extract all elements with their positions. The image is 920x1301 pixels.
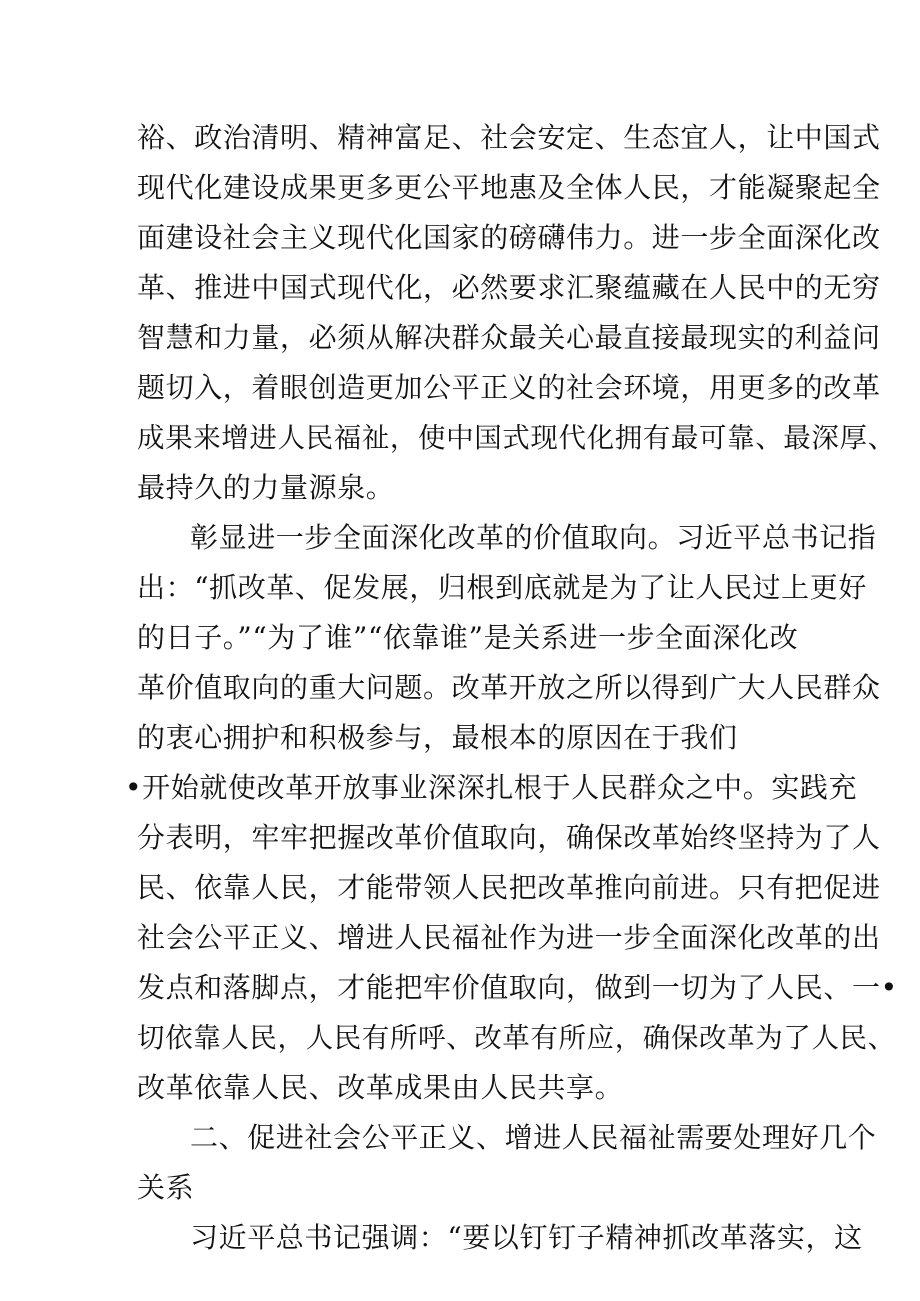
text-line: 的日子。”“为了谁”“依靠谁”是关系进一步全面深化改 [137,621,799,654]
text-line: 革价值取向的重大问题。改革开放之所以得到广大人民群众 [137,671,881,704]
paragraph-start-line: 习近平总书记强调：“要以钉钉子精神抓改革落实，这 [190,1221,863,1254]
text-line: 社会公平正义、增进人民福祉作为进一步全面深化改革的出 [137,921,881,954]
text-line: 发点和落脚点，才能把牢价值取向，做到一切为了人民、一• [137,971,898,1004]
text-line: 的衷心拥护和积极参与，最根本的原因在于我们 [137,721,738,754]
text-line: 智慧和力量，必须从解决群众最关心最直接最现实的利益问 [137,321,881,354]
text-line: 改革依靠人民、改革成果由人民共享。 [137,1071,624,1104]
text-line: 革、推进中国式现代化，必然要求汇聚蕴藏在人民中的无穷 [137,271,881,304]
text-line: 现代化建设成果更多更公平地惠及全体人民，才能凝聚起全 [137,171,881,204]
text-line: 裕、政治清明、精神富足、社会安定、生态宜人，让中国式 [137,121,881,154]
text-line: 切依靠人民，人民有所呼、改革有所应，确保改革为了人民、 [137,1022,896,1054]
text-line: 最持久的力量源泉。 [137,471,395,504]
paragraph-start-line: 彰显进一步全面深化改革的价值取向。习近平总书记指 [190,521,877,554]
section-heading-line: 二、促进社会公平正义、增进人民福祉需要处理好几个 [190,1121,877,1154]
text-line: 成果来增进人民福祉，使中国式现代化拥有最可靠、最深厚、 [137,422,896,454]
text-line: 面建设社会主义现代化国家的磅礴伟力。进一步全面深化改 [137,221,881,254]
text-line: 分表明，牢牢把握改革价值取向，确保改革始终坚持为了人 [137,821,881,854]
text-line: 题切入，着眼创造更加公平正义的社会环境，用更多的改革 [137,371,881,404]
text-line: 出：“抓改革、促发展，归根到底就是为了让人民过上更好 [137,571,867,604]
text-line: •开始就使改革开放事业深深扎根于人民群众之中。实践充 [125,771,858,804]
text-line: 民、依靠人民，才能带领人民把改革推向前进。只有把促进 [137,871,881,904]
section-heading-line: 关系 [137,1171,195,1204]
